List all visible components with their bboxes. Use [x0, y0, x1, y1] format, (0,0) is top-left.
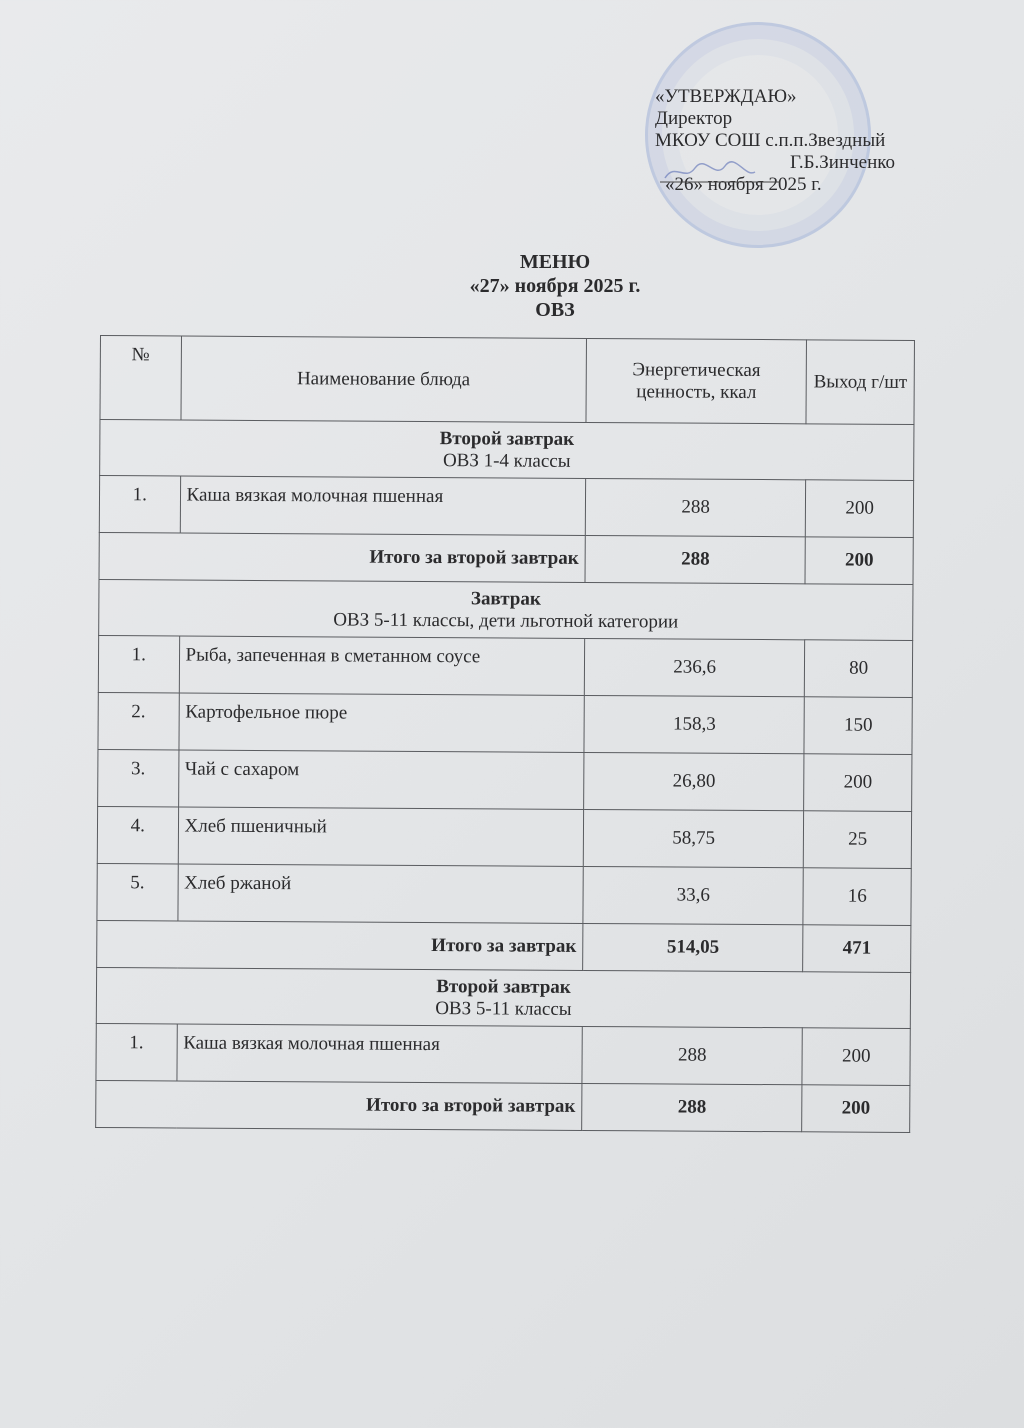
signature: [660, 160, 780, 184]
item-energy: 236,6: [584, 638, 805, 696]
item-name: Хлеб ржаной: [177, 864, 583, 923]
menu-table: [95, 335, 915, 1133]
total-row: [97, 920, 911, 972]
total-yield: 471: [803, 925, 911, 973]
table-row: [97, 863, 911, 925]
item-yield: 150: [804, 697, 912, 755]
approval-heading: «УТВЕРЖДАЮ»: [655, 86, 797, 107]
title-date: «27» ноября 2025 г.: [469, 275, 641, 297]
item-num: 5.: [97, 863, 178, 920]
table-row: [96, 1023, 910, 1085]
header-yield: Выход г/шт: [806, 340, 914, 425]
item-num: 4.: [97, 806, 178, 863]
item-energy: 58,75: [583, 809, 804, 867]
item-name: Чай с сахаром: [178, 750, 584, 809]
table-row: [98, 635, 912, 697]
approval-date: «26» ноября 2025 г.: [665, 174, 822, 195]
item-yield: 16: [803, 868, 911, 926]
item-energy: 158,3: [584, 695, 805, 753]
item-name: Хлеб пшеничный: [178, 807, 584, 866]
item-yield: 25: [804, 811, 912, 869]
total-energy: 288: [585, 535, 806, 583]
item-name: Каша вязкая молочная пшенная: [176, 1024, 582, 1083]
section-row: [99, 579, 913, 640]
section-title: Завтрак: [470, 587, 541, 610]
item-num: 1.: [98, 635, 179, 692]
section-row: [96, 967, 910, 1028]
item-yield: 200: [802, 1028, 910, 1086]
section-subtitle: ОВЗ 1-4 классы: [442, 449, 571, 472]
header-row: [100, 336, 914, 425]
item-num: 1.: [99, 476, 180, 533]
table-row: [97, 806, 911, 868]
total-row: [96, 1080, 910, 1132]
total-row: [99, 532, 913, 584]
approval-position: Директор: [655, 108, 733, 129]
document-title: [0, 250, 1024, 322]
total-energy: 514,05: [583, 923, 804, 971]
table-row: [99, 476, 913, 538]
item-yield: 200: [806, 480, 914, 538]
item-num: 2.: [98, 692, 179, 749]
section-title: Второй завтрак: [439, 427, 575, 450]
section-subtitle: ОВЗ 5-11 классы, дети льготной категории: [333, 608, 679, 633]
section-title: Второй завтрак: [436, 975, 571, 998]
total-label: Итого за завтрак: [97, 920, 583, 970]
item-num: 1.: [96, 1023, 177, 1080]
title-menu: МЕНЮ: [519, 251, 591, 273]
total-label: Итого за второй завтрак: [96, 1080, 582, 1130]
item-num: 3.: [98, 749, 179, 806]
approval-name: Г.Б.Зинченко: [790, 152, 896, 173]
title-category: ОВЗ: [535, 299, 575, 321]
total-yield: 200: [802, 1085, 910, 1133]
item-yield: 200: [804, 754, 912, 812]
approval-org: МКОУ СОШ с.п.п.Звездный: [655, 130, 886, 151]
section-row: [100, 420, 914, 481]
section-subtitle: ОВЗ 5-11 классы: [435, 997, 572, 1020]
total-energy: 288: [582, 1083, 803, 1131]
item-name: Каша вязкая молочная пшенная: [180, 476, 586, 535]
table-row: [98, 692, 912, 754]
item-yield: 80: [805, 640, 913, 698]
item-energy: 288: [585, 478, 806, 536]
table-row: [98, 749, 912, 811]
item-name: Картофельное пюре: [179, 693, 585, 752]
total-label: Итого за второй завтрак: [99, 532, 585, 582]
header-num: №: [100, 336, 181, 420]
item-energy: 33,6: [583, 866, 804, 924]
total-yield: 200: [805, 537, 913, 585]
item-energy: 26,80: [584, 752, 805, 810]
header-energy: Энергетическая ценность, ккал: [586, 338, 807, 423]
item-name: Рыба, запеченная в сметанном соусе: [179, 636, 585, 695]
header-name: Наименование блюда: [181, 336, 587, 422]
item-energy: 288: [582, 1026, 803, 1084]
